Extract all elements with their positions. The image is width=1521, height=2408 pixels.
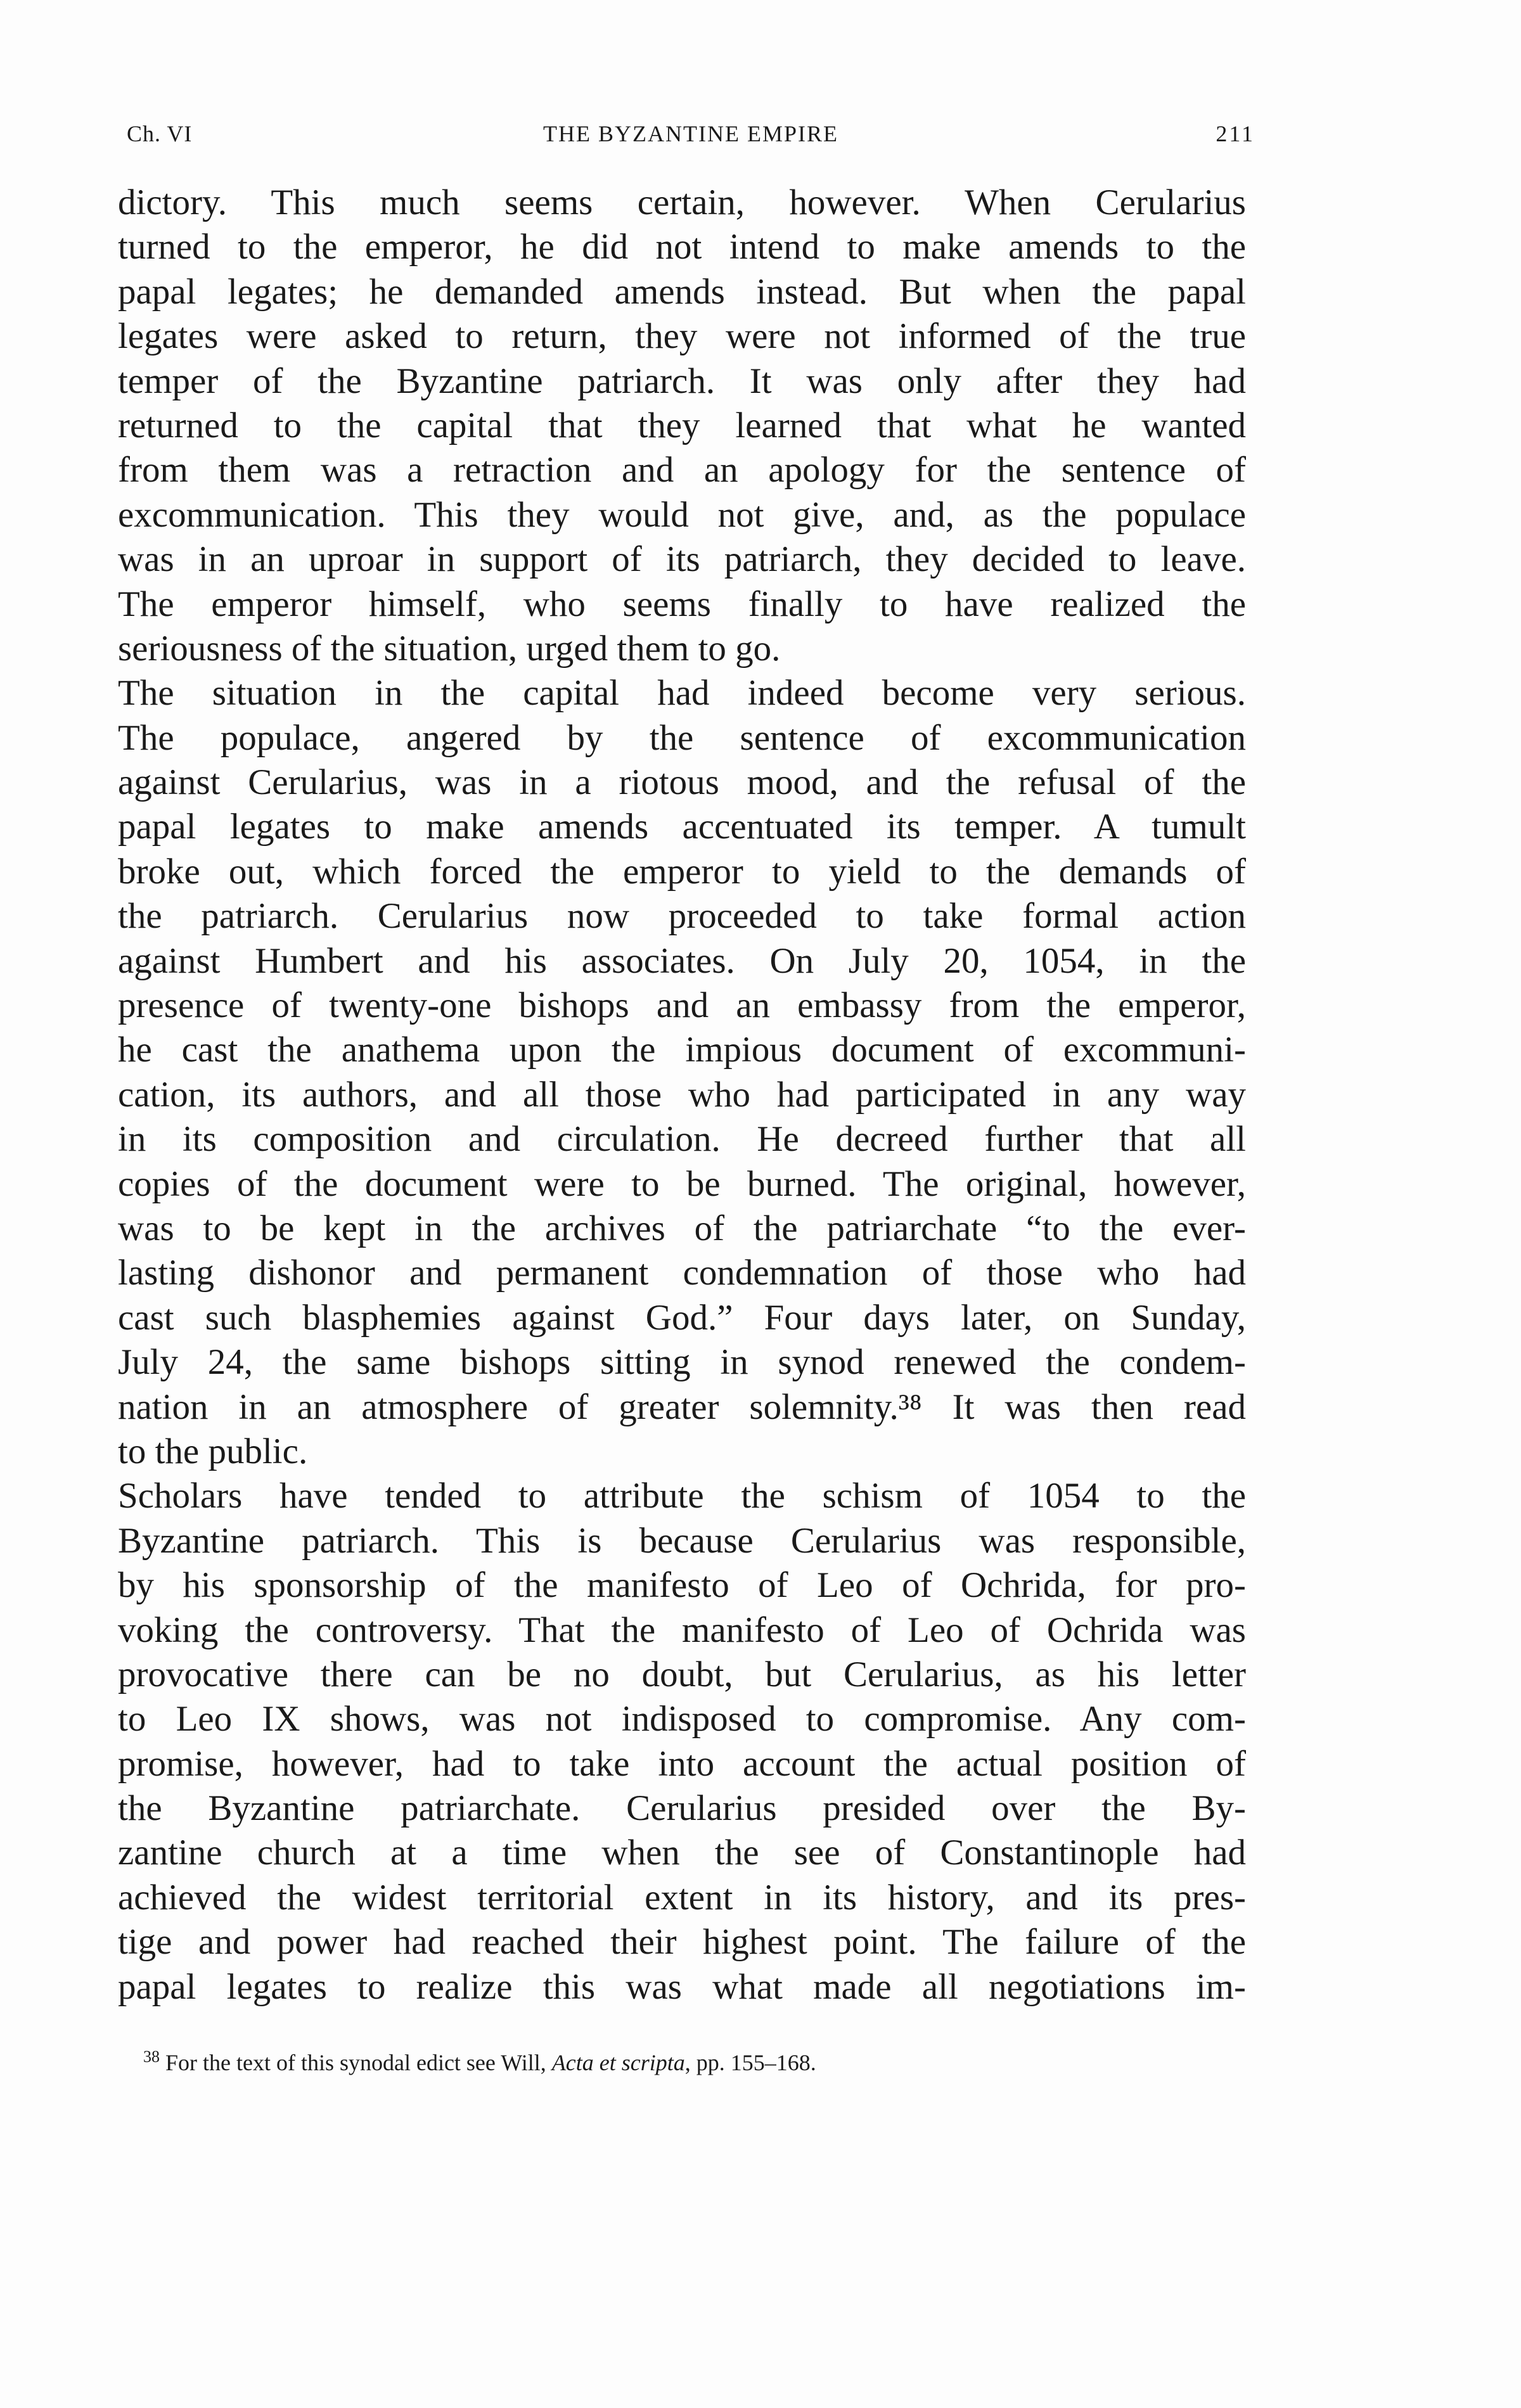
text-line: excommunication. This they would not give, and, as the populace	[118, 494, 1246, 535]
text-line: by his sponsorship of the manifesto of Leo of Ochrida, for pro-	[118, 1565, 1246, 1606]
text-line: cast such blasphemies against God.” Four days later, on Sunday,	[118, 1297, 1246, 1338]
text-line: returned to the capital that they learned that what he wanted	[118, 405, 1246, 445]
text-line: dictory. This much seems certain, however. When Cerularius	[118, 183, 1246, 222]
text-line: provocative there can be no doubt, but Cerularius, as his letter	[118, 1654, 1246, 1694]
running-head	[127, 120, 1255, 158]
text-line: temper of the Byzantine patriarch. It was only after they had	[118, 361, 1246, 401]
text-line: the patriarch. Cerularius now proceeded to take formal action	[118, 896, 1246, 937]
footnote-text-after: , pp. 155–168.	[684, 2050, 816, 2075]
text-line: papal legates; he demanded amends instead. But when the papal	[118, 271, 1246, 312]
text-line: papal legates to make amends accentuated its temper. A tumult	[118, 807, 1246, 847]
text-line: lasting dishonor and permanent condemnation of those who had	[118, 1253, 1246, 1293]
text-line: against Cerularius, was in a riotous mood, and the refusal of the	[118, 762, 1246, 803]
text-line: in its composition and circulation. He decreed further that all	[118, 1119, 1246, 1160]
text-line: papal legates to realize this was what made all negotiations im-	[118, 1966, 1246, 2007]
text-line: seriousness of the situation, urged them to go.	[118, 628, 781, 669]
text-line: cation, its authors, and all those who had participated in any way	[118, 1074, 1246, 1115]
text-line: Byzantine patriarch. This is because Cerularius was responsible,	[118, 1520, 1246, 1561]
text-line: against Humbert and his associates. On July 20, 1054, in the	[118, 940, 1246, 981]
footnote-marker: 38	[143, 2047, 160, 2066]
text-line: legates were asked to return, they were not informed of the true	[118, 316, 1246, 357]
text-line: achieved the widest territorial extent in its history, and its pres-	[118, 1877, 1246, 1918]
text-line: The situation in the capital had indeed become very serious.	[118, 673, 1246, 714]
running-title: THE BYZANTINE EMPIRE	[543, 121, 838, 146]
text-line: voking the controversy. That the manifesto of Leo of Ochrida was	[118, 1610, 1246, 1650]
text-line: was to be kept in the archives of the patriarchate “to the ever-	[118, 1208, 1246, 1248]
body-text	[118, 181, 1246, 2009]
chapter-label: Ch. VI	[127, 121, 193, 146]
page-number: 211	[1216, 121, 1255, 146]
text-line: zantine church at a time when the see of Constantinople had	[118, 1833, 1246, 1873]
text-line: was in an uproar in support of its patriarch, they decided to leave.	[118, 539, 1246, 580]
text-line: to the public.	[118, 1431, 308, 1471]
text-line: to Leo IX shows, was not indisposed to compromise. Any com-	[118, 1699, 1246, 1739]
text-line: from them was a retraction and an apology for the sentence of	[118, 450, 1246, 490]
footnote-citation-title: Acta et scripta	[551, 2050, 685, 2075]
text-line: The emperor himself, who seems finally to have realized the	[118, 584, 1246, 624]
footnote-text-before: For the text of this synodal edict see Will,	[160, 2050, 552, 2075]
text-line: the Byzantine patriarchate. Cerularius presided over the By-	[118, 1788, 1246, 1829]
text-line: Scholars have tended to attribute the schism of 1054 to the	[118, 1476, 1246, 1516]
text-line: copies of the document were to be burned. The original, however,	[118, 1163, 1246, 1204]
footnote	[143, 2048, 1246, 2077]
text-line: he cast the anathema upon the impious document of excommuni-	[118, 1030, 1246, 1070]
text-line: July 24, the same bishops sitting in synod renewed the condem-	[118, 1342, 1246, 1383]
text-line: presence of twenty-one bishops and an embassy from the emperor,	[118, 985, 1246, 1026]
text-line: turned to the emperor, he did not intend to make amends to the	[118, 227, 1246, 267]
text-line: promise, however, had to take into account the actual position of	[118, 1743, 1246, 1784]
text-line: nation in an atmosphere of greater solemnity.³⁸ It was then read	[118, 1387, 1246, 1427]
text-line: broke out, which forced the emperor to yield to the demands of	[118, 851, 1246, 892]
text-line: The populace, angered by the sentence of excommunication	[118, 717, 1246, 758]
text-line: tige and power had reached their highest point. The failure of the	[118, 1922, 1246, 1963]
